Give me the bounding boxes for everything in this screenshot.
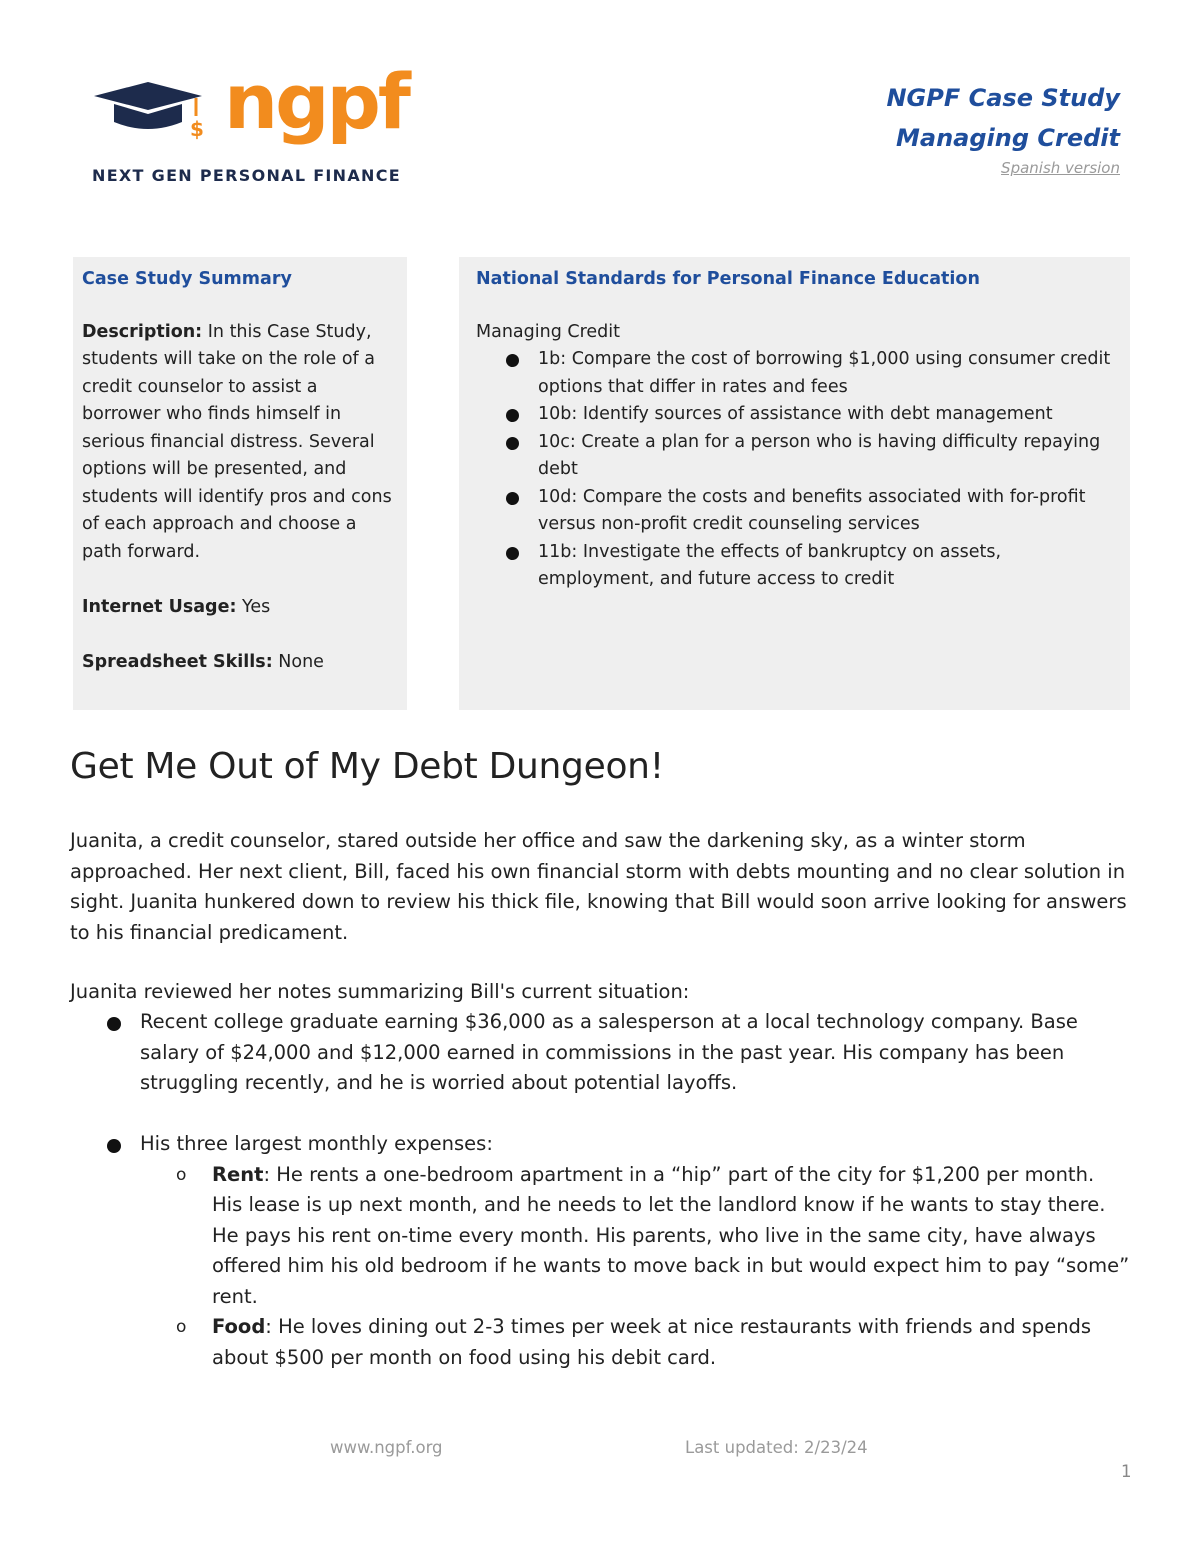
expenses-sublist <box>140 1160 1130 1374</box>
spreadsheet-value: None <box>272 651 324 672</box>
intro-paragraph: Juanita, a credit counselor, stared outside her office and saw the darkening sky, as a winter storm approached. Her next client, Bill, faced his own financial storm with debts mounting and no clear solution in sight. Juanita hunkered down to review his thick file, knowing that Bill would soon arrive looking for answers to his financial predicament. <box>70 829 1127 944</box>
logo-tagline: NEXT GEN PERSONAL FINANCE <box>92 166 402 185</box>
case-study-header <box>886 78 1120 178</box>
internet-label: Internet Usage: <box>82 596 237 617</box>
page-number: 1 <box>1121 1462 1132 1481</box>
food-label: Food <box>212 1315 266 1338</box>
internet-usage <box>82 594 398 622</box>
footer-last-updated: Last updated: 2/23/24 <box>685 1438 868 1457</box>
standards-title: National Standards for Personal Finance Education <box>476 269 980 289</box>
sub-item-food <box>212 1312 1130 1373</box>
rent-label: Rent <box>212 1162 264 1186</box>
bullet-expenses: His three largest monthly expenses: <box>140 1132 493 1155</box>
logo-wordmark: ngpf <box>224 57 408 146</box>
graduation-cap-icon <box>92 70 222 150</box>
spreadsheet-label: Spreadsheet Skills: <box>82 651 273 672</box>
case-study-summary-box <box>73 257 407 710</box>
ngpf-logo <box>92 57 422 190</box>
standard-item: 11b: Investigate the effects of bankruptcy on assets, employment, and future access to credit <box>538 539 1113 594</box>
standards-list <box>476 346 1113 594</box>
notes-intro: Juanita reviewed her notes summarizing Bill's current situation: <box>70 980 690 1003</box>
standard-item: 10c: Create a plan for a person who is having difficulty repaying debt <box>538 429 1113 484</box>
summary-description <box>82 319 398 567</box>
standard-item: 10d: Compare the costs and benefits associated with for-profit versus non-profit credit counseling services <box>538 484 1113 539</box>
rent-text: : He rents a one-bedroom apartment in a “hip” part of the city for $1,200 per month. His lease is up next month, and he needs to let the landlord know if he wants to stay there. He pays his rent on-time every month. His parents, who live in the same city, have always offered him his old bedroom if he wants to move back in but would expect him to pay “some” rent. <box>212 1162 1130 1308</box>
standard-item: 1b: Compare the cost of borrowing $1,000 using consumer credit options that differ in rates and fees <box>538 346 1113 401</box>
bullet-income: Recent college graduate earning $36,000 as a salesperson at a local technology company. Base salary of $24,000 and $12,000 earned in commissions in the past year. His company has been struggling recently, and he is worried about potential layoffs. <box>140 1010 1078 1094</box>
internet-value: Yes <box>236 596 271 617</box>
standard-item: 10b: Identify sources of assistance with debt management <box>538 401 1113 429</box>
spanish-version-link[interactable]: Spanish version <box>1001 159 1120 177</box>
page-title: Get Me Out of My Debt Dungeon! <box>70 746 664 787</box>
list-item <box>140 1007 1130 1099</box>
spreadsheet-skills <box>82 649 398 677</box>
header-subtitle: Managing Credit <box>896 124 1120 152</box>
national-standards-box <box>459 257 1130 710</box>
sub-item-rent <box>212 1160 1130 1313</box>
header-title: NGPF Case Study <box>886 84 1120 112</box>
footer-website[interactable]: www.ngpf.org <box>330 1438 443 1457</box>
description-label: Description: <box>82 321 203 342</box>
summary-title: Case Study Summary <box>82 269 292 289</box>
description-text: In this Case Study, students will take on the role of a credit counselor to assist a borrower who finds himself in serious financial distress. Several options will be presented, and students will identify pros and cons of each approach and choose a path forward. <box>82 321 392 562</box>
situation-list <box>140 1007 1130 1373</box>
standards-subtitle: Managing Credit <box>476 321 620 342</box>
list-item <box>140 1129 1130 1373</box>
svg-text:$: $ <box>190 117 204 141</box>
food-text: : He loves dining out 2-3 times per week at nice restaurants with friends and spends about $500 per month on food using his debit card. <box>212 1315 1092 1369</box>
